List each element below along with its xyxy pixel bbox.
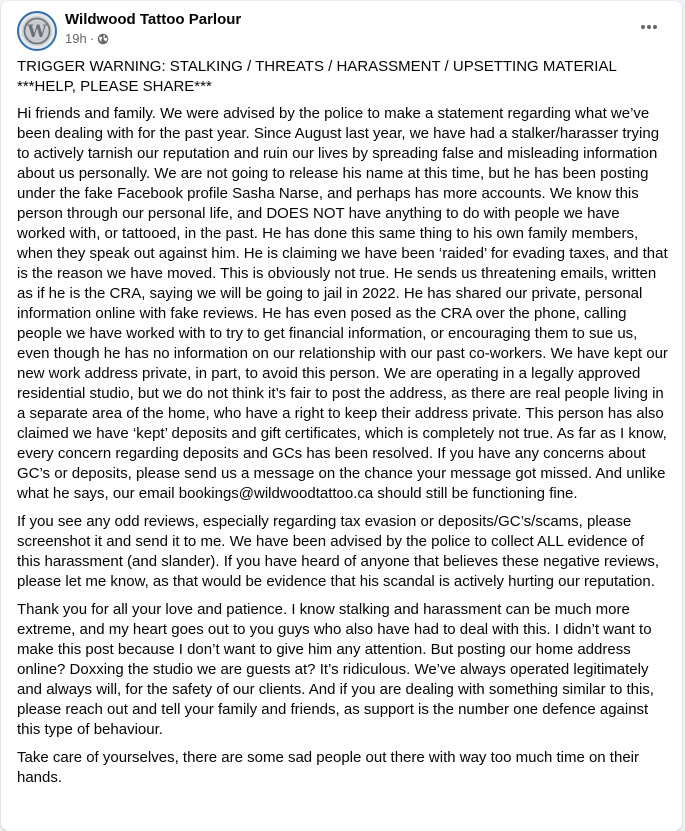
post-paragraph-warning: TRIGGER WARNING: STALKING / THREATS / HARASSMENT / UPSETTING MATERIAL ***HELP, PLEASE SHARE*** xyxy=(17,58,617,95)
post-meta xyxy=(65,31,109,46)
post-paragraph: Hi friends and family. We were advised by the police to make a statement regarding what we’ve been dealing with for the past year. Since August last year, we have had a stalker/harasser trying to actively tarnish our reputation and ruin our lives by spreading false and misleading information about us personally. We are not going to release his name at this time, but he has been posting under the fake Facebook profile Sasha Narse, and perhaps has more accounts. We know this person through our personal life, and DOES NOT have anything to do with people we have worked with, or tattooed, in the past. He has done this same thing to his own family members, when they speak out against him. He is claiming we have been ‘raided’ for evading taxes, and that is the reason we have moved. This is obviously not true. He sends us threatening emails, written as if he is the CRA, saying we will be going to jail in 2022. He has shared our private, personal information online with fake reviews. He has even posed as the CRA over the phone, calling people we have worked with to try to get financial information, or encouraging them to sue us, even though he has no information on our relationship with our past co-workers. We have kept our new work address private, in part, to avoid this person. We are operating in a legally approved residential studio, but we do not think it’s fair to post the address, as there are real people living in a separate area of the home, who have a right to keep their address private. This person has also claimed we have ‘kept’ deposits and gift certificates, which is completely not true. As far as I know, every concern regarding deposits and GCs has been resolved. If you have any concerns about GC’s or deposits, please send us a message on the chance your message got missed. And unlike what he says, our email bookings@wildwoodtattoo.ca should still be functioning fine. xyxy=(17,105,668,502)
more-options-icon xyxy=(639,17,659,37)
post-paragraph: Thank you for all your love and patience. I know stalking and harassment can be much more extreme, and my heart goes out to you guys who also have had to deal with this. I didn’t want to make this post because I don’t want to give him any attention. But posting our home address online? Doxxing the studio we are guests at? It’s ridiculous. We’ve always operated legitimately and always will, for the safety of our clients. And if you are dealing with something similar to this, please reach out and tell your family and friends, as support is the number one defence against this type of behaviour. xyxy=(17,601,654,738)
post-timestamp[interactable]: 19h xyxy=(65,31,87,46)
page-name[interactable]: Wildwood Tattoo Parlour xyxy=(65,11,242,28)
globe-icon[interactable] xyxy=(97,33,109,45)
post-header xyxy=(17,9,667,51)
post-card xyxy=(1,1,682,831)
svg-text:W: W xyxy=(27,22,47,42)
avatar[interactable] xyxy=(17,11,57,51)
post-body xyxy=(17,57,669,796)
meta-separator: · xyxy=(89,31,95,46)
wordpress-logo-icon xyxy=(21,15,53,47)
post-paragraph: Take care of yourselves, there are some sad people out there with way too much time on their hands. xyxy=(17,749,639,786)
post-paragraph: If you see any odd reviews, especially regarding tax evasion or deposits/GC’s/scams, please screenshot it and send it to me. We have been advised by the police to collect ALL evidence of this harassment (and slander). If you have heard of anyone that believes these negative reviews, please let me know, as that would be evidence that his scandal is actively hurting our reputation. xyxy=(17,513,660,590)
more-options-button[interactable] xyxy=(631,9,667,45)
